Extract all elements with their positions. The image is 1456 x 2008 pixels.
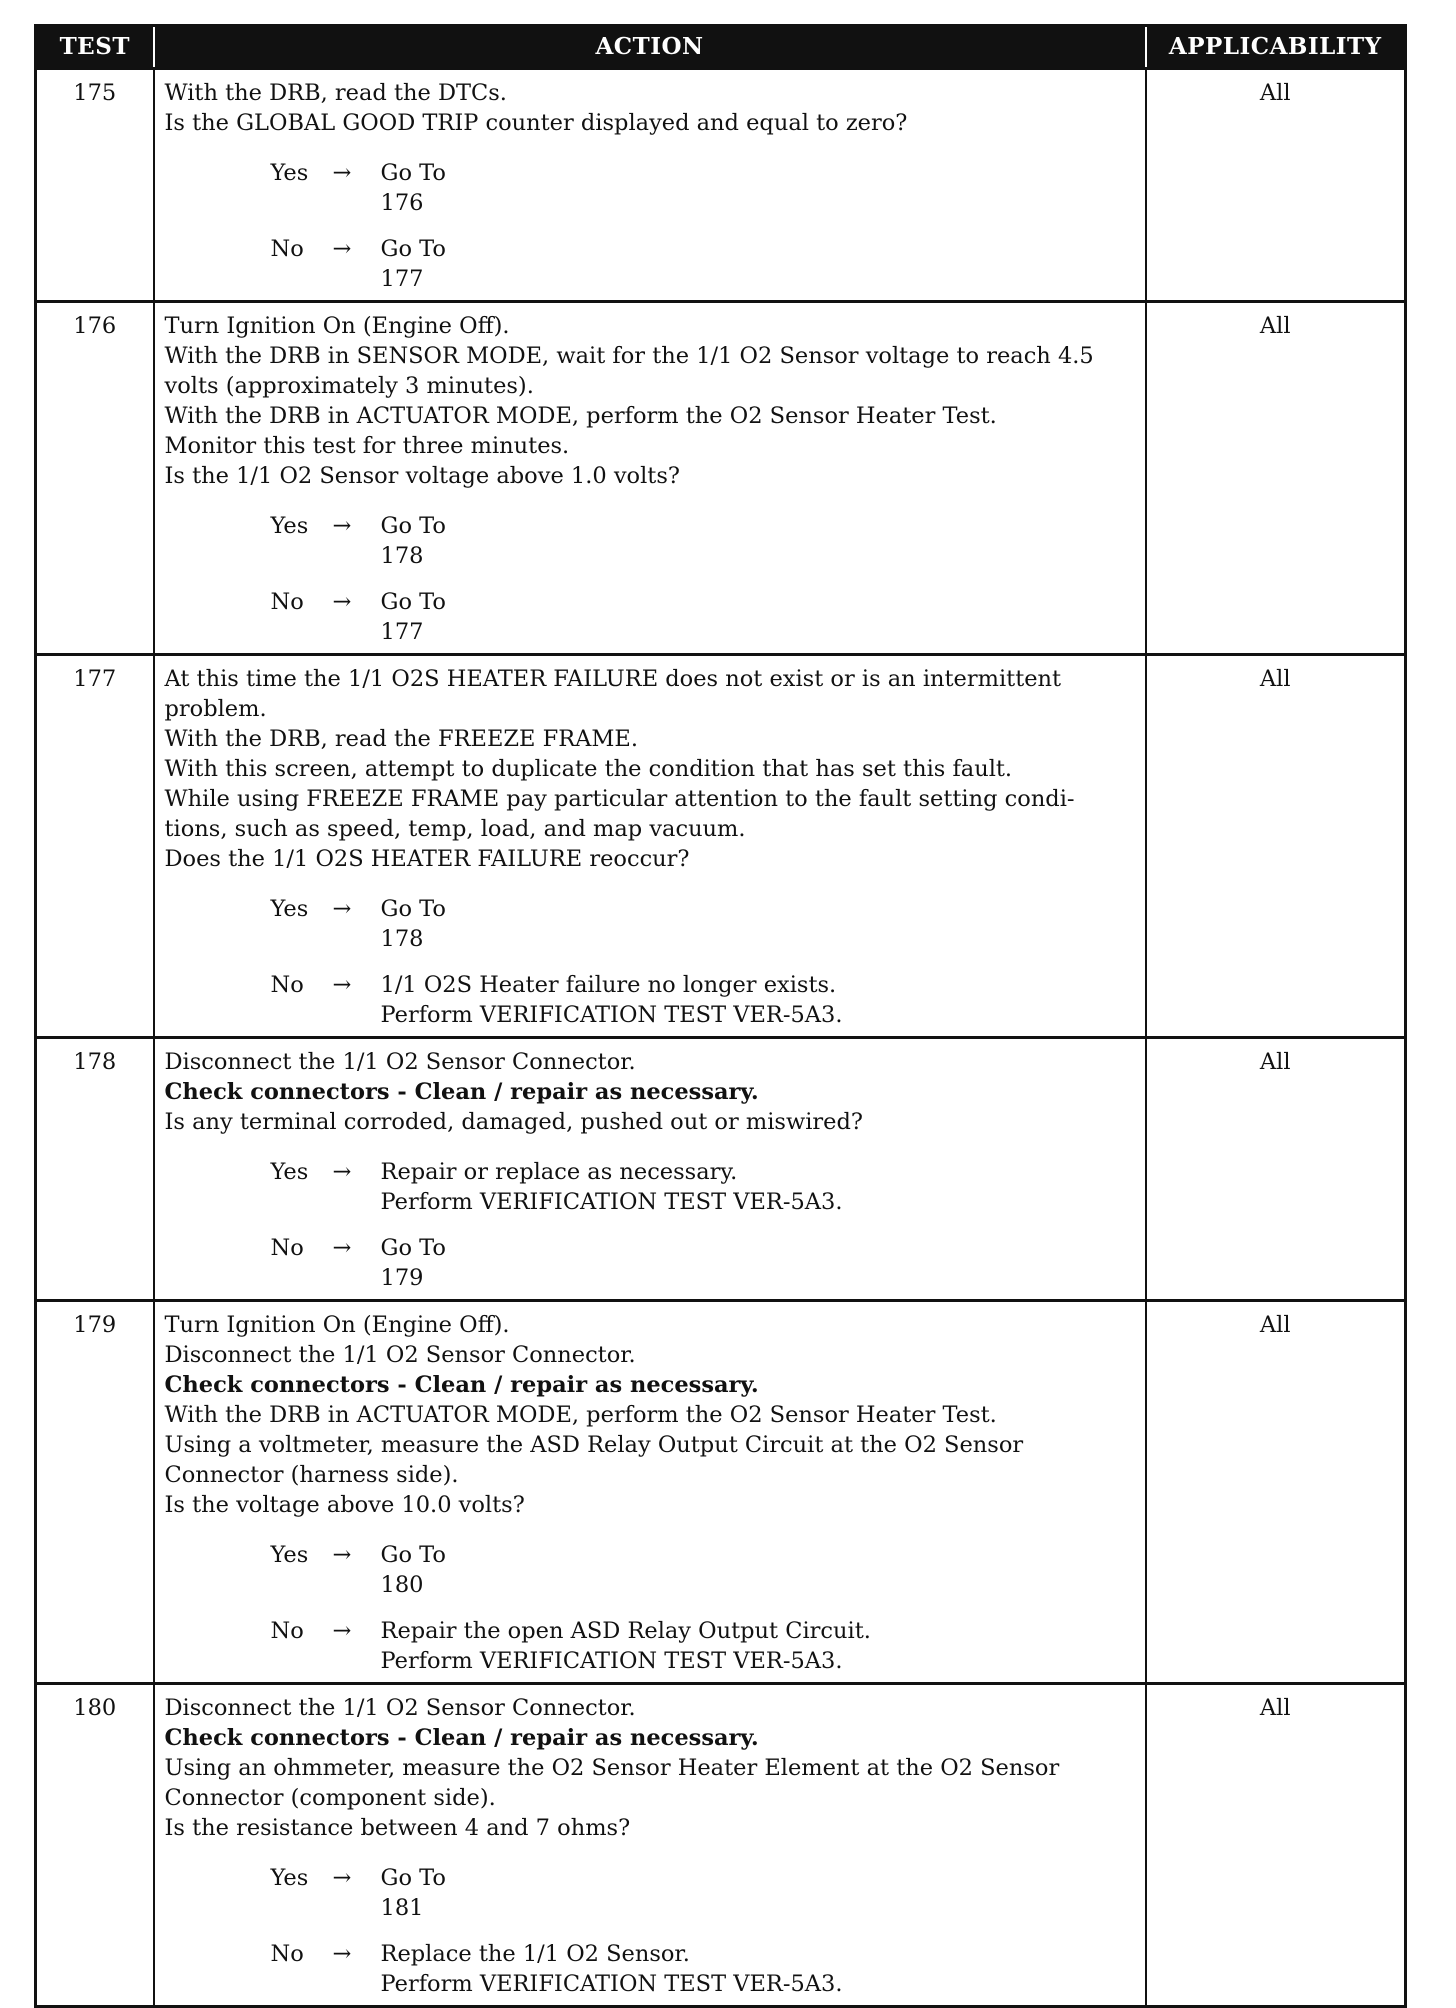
table-row: [36, 655, 1406, 1038]
goto-reference: [381, 1863, 1139, 1923]
table-row: [36, 1684, 1406, 2007]
action-instruction: At this time the 1/1 O2S HEATER FAILURE does not exist or is an intermittent: [164, 666, 1062, 692]
goto-reference: [381, 587, 1139, 647]
result-instruction: Repair the open ASD Relay Output Circuit.: [380, 1618, 871, 1644]
action-instruction: With the DRB in SENSOR MODE, wait for the 1/1 O2 Sensor voltage to reach 4.5: [164, 343, 1094, 369]
applicability-value: All: [1146, 69, 1406, 302]
arrow-right-icon: →: [332, 1941, 352, 1967]
goto-reference: [381, 894, 1139, 954]
goto-reference: [381, 234, 1139, 294]
goto-reference: [381, 1233, 1139, 1293]
arrow-right-icon: →: [332, 513, 352, 539]
result-instruction: 1/1 O2S Heater failure no longer exists.: [380, 972, 837, 998]
action-cell: [154, 1038, 1146, 1301]
goto-label: Go To: [380, 589, 446, 615]
test-number: 176: [36, 302, 154, 655]
action-instruction: Connector (component side).: [164, 1785, 496, 1811]
table-row: [36, 69, 1406, 302]
table-row: [36, 302, 1406, 655]
goto-target-test: 179: [380, 1265, 424, 1291]
action-instruction: Does the 1/1 O2S HEATER FAILURE reoccur?: [164, 846, 690, 872]
action-instruction: Connector (harness side).: [164, 1462, 459, 1488]
answer-label: Yes: [270, 160, 309, 186]
action-instruction: Disconnect the 1/1 O2 Sensor Connector.: [164, 1695, 636, 1721]
header-row: [36, 26, 1406, 69]
arrow-right-icon: →: [332, 972, 352, 998]
answer-option: [271, 1616, 1139, 1676]
arrow-right-icon: →: [332, 896, 352, 922]
answer-label: Yes: [270, 1542, 309, 1568]
answer-label: Yes: [270, 513, 309, 539]
answer-result: [381, 1157, 1139, 1217]
action-instruction: Disconnect the 1/1 O2 Sensor Connector.: [164, 1049, 636, 1075]
answer-label: No: [270, 1235, 304, 1261]
goto-label: Go To: [380, 236, 446, 262]
answer-option: [271, 234, 1139, 294]
answer-label: Yes: [270, 1865, 309, 1891]
applicability-value: All: [1146, 1684, 1406, 2007]
answer-option: [271, 1939, 1139, 1999]
result-instruction: Perform VERIFICATION TEST VER-5A3.: [380, 1648, 843, 1674]
answer-options: [165, 1540, 1139, 1676]
goto-label: Go To: [380, 1865, 446, 1891]
arrow-right-icon: →: [332, 1542, 352, 1568]
goto-target-test: 177: [380, 619, 424, 645]
action-cell: [154, 1301, 1146, 1684]
answer-option: [271, 158, 1139, 218]
goto-target-test: 178: [380, 926, 424, 952]
answer-result: [381, 1233, 1139, 1293]
goto-label: Go To: [380, 1542, 446, 1568]
answer-label: Yes: [270, 1159, 309, 1185]
answer-option: [271, 894, 1139, 954]
action-instruction: With the DRB, read the DTCs.: [164, 80, 507, 106]
action-instruction: Turn Ignition On (Engine Off).: [164, 1312, 510, 1338]
action-instruction: Turn Ignition On (Engine Off).: [164, 313, 510, 339]
applicability-value: All: [1146, 655, 1406, 1038]
arrow-right-icon: →: [332, 236, 352, 262]
action-instruction-bold: Check connectors - Clean / repair as necessary.: [164, 1372, 759, 1398]
action-cell: [154, 655, 1146, 1038]
goto-target-test: 181: [380, 1895, 424, 1921]
goto-reference: [381, 1540, 1139, 1600]
result-instruction: Perform VERIFICATION TEST VER-5A3.: [380, 1971, 843, 1997]
action-instruction: With the DRB in ACTUATOR MODE, perform the O2 Sensor Heater Test.: [164, 1402, 997, 1428]
goto-target-test: 177: [380, 266, 424, 292]
arrow-right-icon: →: [332, 160, 352, 186]
action-instruction: Using an ohmmeter, measure the O2 Sensor Heater Element at the O2 Sensor: [164, 1755, 1060, 1781]
goto-reference: [381, 511, 1139, 571]
diagnostic-test-table: [34, 24, 1407, 2008]
answer-options: [165, 511, 1139, 647]
action-instruction: Using a voltmeter, measure the ASD Relay Output Circuit at the O2 Sensor: [164, 1432, 1024, 1458]
table-row: [36, 1038, 1406, 1301]
action-instruction-bold: Check connectors - Clean / repair as necessary.: [164, 1079, 759, 1105]
arrow-right-icon: →: [332, 1865, 352, 1891]
answer-label: No: [270, 589, 304, 615]
answer-option: [271, 511, 1139, 571]
action-instruction-bold: Check connectors - Clean / repair as necessary.: [164, 1725, 759, 1751]
header-action: ACTION: [154, 26, 1146, 69]
table-row: [36, 1301, 1406, 1684]
answer-label: No: [270, 972, 304, 998]
action-instruction: volts (approximately 3 minutes).: [164, 373, 534, 399]
action-instruction: tions, such as speed, temp, load, and map vacuum.: [164, 816, 746, 842]
header-test: TEST: [36, 26, 154, 69]
answer-result: [381, 1540, 1139, 1600]
arrow-right-icon: →: [332, 1159, 352, 1185]
action-instruction: Is the voltage above 10.0 volts?: [164, 1492, 525, 1518]
action-instruction: While using FREEZE FRAME pay particular attention to the fault setting condi-: [164, 786, 1075, 812]
action-cell: [154, 1684, 1146, 2007]
goto-label: Go To: [380, 896, 446, 922]
goto-target-test: 176: [380, 190, 424, 216]
action-instruction: Is the GLOBAL GOOD TRIP counter displayed and equal to zero?: [164, 110, 908, 136]
action-cell: [154, 302, 1146, 655]
answer-option: [271, 1540, 1139, 1600]
answer-option: [271, 1863, 1139, 1923]
action-instruction: Disconnect the 1/1 O2 Sensor Connector.: [164, 1342, 636, 1368]
answer-options: [165, 1157, 1139, 1293]
test-number: 180: [36, 1684, 154, 2007]
goto-label: Go To: [380, 160, 446, 186]
answer-result: [381, 1939, 1139, 1999]
action-instruction: Monitor this test for three minutes.: [164, 433, 570, 459]
answer-options: [165, 894, 1139, 1030]
answer-label: No: [270, 1618, 304, 1644]
answer-label: Yes: [270, 896, 309, 922]
answer-option: [271, 1233, 1139, 1293]
result-instruction: Perform VERIFICATION TEST VER-5A3.: [380, 1002, 843, 1028]
action-cell: [154, 69, 1146, 302]
action-instruction: Is any terminal corroded, damaged, pushed out or miswired?: [164, 1109, 863, 1135]
result-instruction: Repair or replace as necessary.: [380, 1159, 738, 1185]
answer-option: [271, 970, 1139, 1030]
action-instruction: With the DRB in ACTUATOR MODE, perform the O2 Sensor Heater Test.: [164, 403, 997, 429]
answer-result: [381, 1863, 1139, 1923]
goto-target-test: 180: [380, 1572, 424, 1598]
goto-label: Go To: [380, 1235, 446, 1261]
answer-label: No: [270, 1941, 304, 1967]
answer-options: [165, 1863, 1139, 1999]
arrow-right-icon: →: [332, 1235, 352, 1261]
action-instruction: problem.: [164, 696, 267, 722]
result-instruction: Replace the 1/1 O2 Sensor.: [380, 1941, 690, 1967]
answer-result: [381, 511, 1139, 571]
table-body: [36, 69, 1406, 2007]
answer-result: [381, 894, 1139, 954]
header-applicability: APPLICABILITY: [1146, 26, 1406, 69]
answer-label: No: [270, 236, 304, 262]
action-instruction: With this screen, attempt to duplicate the condition that has set this fault.: [164, 756, 1013, 782]
action-instruction: Is the resistance between 4 and 7 ohms?: [164, 1815, 631, 1841]
answer-result: [381, 587, 1139, 647]
action-instruction: With the DRB, read the FREEZE FRAME.: [164, 726, 638, 752]
arrow-right-icon: →: [332, 1618, 352, 1644]
answer-option: [271, 587, 1139, 647]
goto-reference: [381, 158, 1139, 218]
test-number: 175: [36, 69, 154, 302]
answer-option: [271, 1157, 1139, 1217]
goto-label: Go To: [380, 513, 446, 539]
goto-target-test: 178: [380, 543, 424, 569]
answer-result: [381, 970, 1139, 1030]
answer-options: [165, 158, 1139, 294]
action-instruction: Is the 1/1 O2 Sensor voltage above 1.0 volts?: [164, 463, 680, 489]
answer-result: [381, 158, 1139, 218]
test-number: 179: [36, 1301, 154, 1684]
test-number: 177: [36, 655, 154, 1038]
answer-result: [381, 1616, 1139, 1676]
table-header: [36, 26, 1406, 69]
applicability-value: All: [1146, 302, 1406, 655]
test-number: 178: [36, 1038, 154, 1301]
arrow-right-icon: →: [332, 589, 352, 615]
applicability-value: All: [1146, 1301, 1406, 1684]
applicability-value: All: [1146, 1038, 1406, 1301]
answer-result: [381, 234, 1139, 294]
result-instruction: Perform VERIFICATION TEST VER-5A3.: [380, 1189, 843, 1215]
